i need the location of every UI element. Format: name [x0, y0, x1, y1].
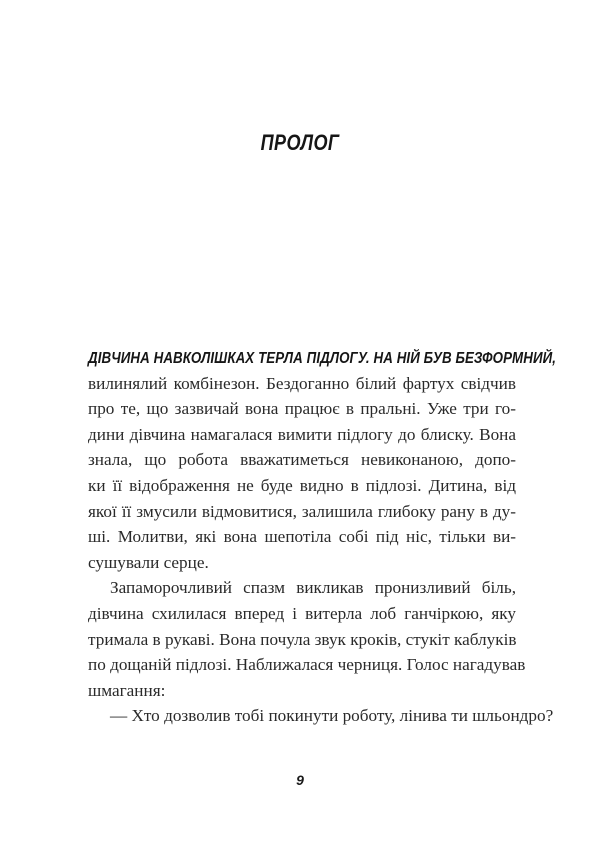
text-line: шмагання:: [88, 680, 166, 700]
text-line: про те, що зазвичай вона працює в пральні. Уже три го-: [88, 399, 516, 419]
page-number: 9: [296, 772, 304, 788]
text-line-lead-in: [88, 345, 557, 371]
text-line: дини дівчина намагалася вимити підлогу до блиску. Вона: [88, 424, 516, 444]
text-line-paragraph-start: Запаморочливий спазм викликав пронизливий біль,: [110, 578, 516, 598]
text-line: дівчина схилилася вперед і витерла лоб ганчіркою, яку: [88, 603, 516, 623]
text-line: якої її змусили відмовитися, залишила глибоку рану в ду-: [88, 501, 516, 521]
text-line: ки її відображення не буде видно в підлозі. Дитина, від: [88, 475, 516, 495]
text-line: вилинялий комбінезон. Бездоганно білий фартух свідчив: [88, 373, 516, 393]
text-line: знала, що робота вважатиметься невиконаною, допо-: [88, 450, 516, 470]
text-line: по дощаній підлозі. Наближалася черниця. Голос нагадував: [88, 655, 526, 675]
dialogue-line: — Хто дозволив тобі покинути роботу, лінива ти шльондро?: [110, 706, 554, 726]
prologue-text: [88, 345, 557, 729]
lead-in-caps: ДІВЧИНА НАВКОЛІШКАХ ТЕРЛА ПІДЛОГУ. НА НІЙ БУВ БЕЗФОРМНИЙ,: [88, 350, 557, 367]
text-line: тримала в рукаві. Вона почула звук кроків, стукіт каблуків: [88, 629, 517, 649]
text-line: ші. Молитви, які вона шепотіла собі під ніс, тільки ви-: [88, 527, 516, 547]
chapter-title: ПРОЛОГ: [260, 130, 340, 155]
text-line: сушували серце.: [88, 552, 209, 572]
